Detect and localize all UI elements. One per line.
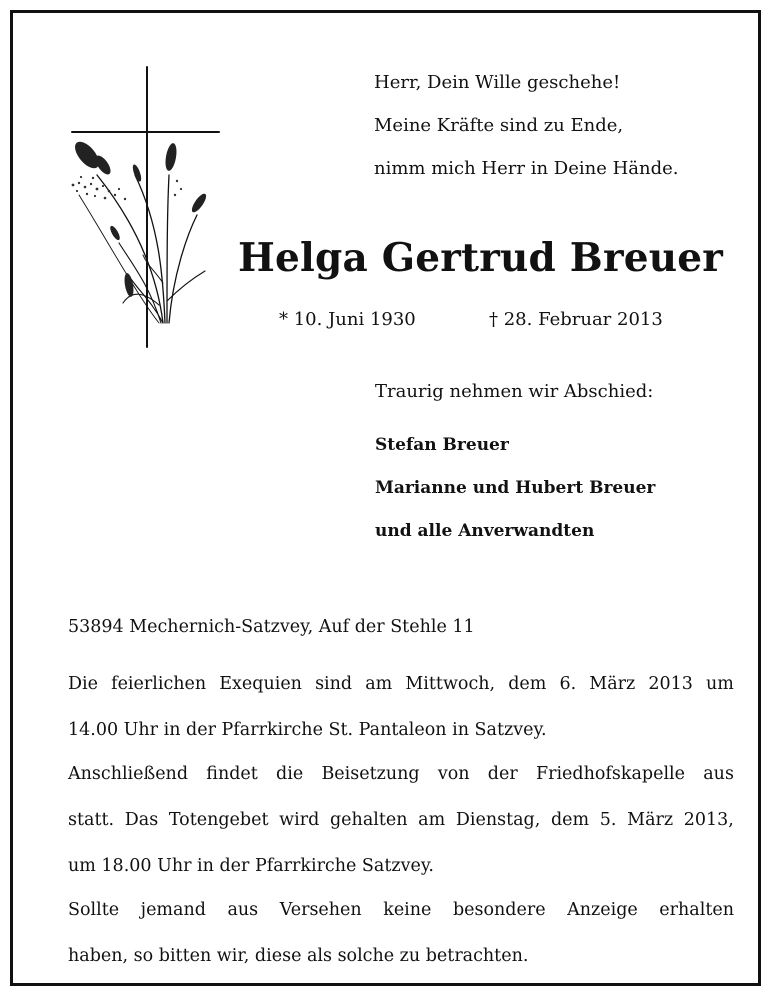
word: von	[437, 764, 470, 784]
word: Dienstag,	[455, 810, 541, 830]
word: aus	[703, 764, 734, 784]
word: 6.	[559, 674, 577, 694]
text-line	[68, 661, 734, 707]
word: Friedhofskapelle	[535, 764, 686, 784]
mourner: Marianne und Hubert Breuer	[375, 478, 656, 498]
address: 53894 Mechernich-Satzvey, Auf der Stehle 11	[68, 617, 475, 637]
life-dates	[279, 309, 663, 330]
mourner: und alle Anverwandten	[375, 521, 595, 541]
word: der	[487, 764, 518, 784]
beisetzung-paragraph	[68, 751, 734, 889]
word: Beisetzung	[321, 764, 420, 784]
word: aus	[227, 900, 259, 920]
word: Anzeige	[567, 900, 638, 920]
word: besondere	[452, 900, 546, 920]
mourner: Stefan Breuer	[375, 435, 509, 455]
death-date: † 28. Februar 2013	[489, 309, 663, 330]
verse-line: nimm mich Herr in Deine Hände.	[374, 158, 679, 179]
word: dem	[508, 674, 547, 694]
word: am	[365, 674, 393, 694]
cross-with-wheat-icon	[67, 65, 227, 350]
verse-line: Herr, Dein Wille geschehe!	[374, 72, 621, 93]
word: wird	[279, 810, 320, 830]
word: jemand	[140, 900, 206, 920]
word: März	[627, 810, 674, 830]
mourning-intro: Traurig nehmen wir Abschied:	[375, 381, 654, 402]
deceased-name: Helga Gertrud Breuer	[237, 235, 724, 281]
word: Versehen	[279, 900, 362, 920]
text-line	[68, 751, 734, 797]
word: am	[418, 810, 446, 830]
verse-line: Meine Kräfte sind zu Ende,	[374, 115, 624, 136]
word: feierlichen	[111, 674, 207, 694]
hinweis-paragraph	[68, 887, 734, 979]
word: März	[589, 674, 636, 694]
word: 5.	[599, 810, 617, 830]
word: Exequien	[219, 674, 302, 694]
verse	[374, 61, 679, 190]
text-line	[68, 797, 734, 843]
word: Anschließend	[68, 764, 189, 784]
word: Die	[68, 674, 98, 694]
word: Mittwoch,	[405, 674, 496, 694]
word: Das	[124, 810, 159, 830]
word: findet	[206, 764, 258, 784]
word: statt.	[68, 810, 115, 830]
word: gehalten	[329, 810, 408, 830]
word: 2013	[648, 674, 693, 694]
word: erhalten	[659, 900, 734, 920]
word: sind	[315, 674, 353, 694]
text-line: 14.00 Uhr in der Pfarrkirche St. Pantaleon in Satzvey.	[68, 720, 547, 740]
word: um	[706, 674, 734, 694]
word: Totengebet	[168, 810, 269, 830]
word: 2013,	[683, 810, 734, 830]
word: keine	[383, 900, 432, 920]
word: die	[276, 764, 304, 784]
text-line: um 18.00 Uhr in der Pfarrkirche Satzvey.	[68, 856, 434, 876]
word: Sollte	[68, 900, 120, 920]
text-line: haben, so bitten wir, diese als solche zu betrachten.	[68, 946, 529, 966]
text-line	[68, 887, 734, 933]
obituary-notice	[10, 10, 761, 986]
birth-date: * 10. Juni 1930	[279, 309, 416, 330]
mourners-list	[375, 424, 655, 553]
word: dem	[550, 810, 590, 830]
exequien-paragraph	[68, 661, 734, 753]
